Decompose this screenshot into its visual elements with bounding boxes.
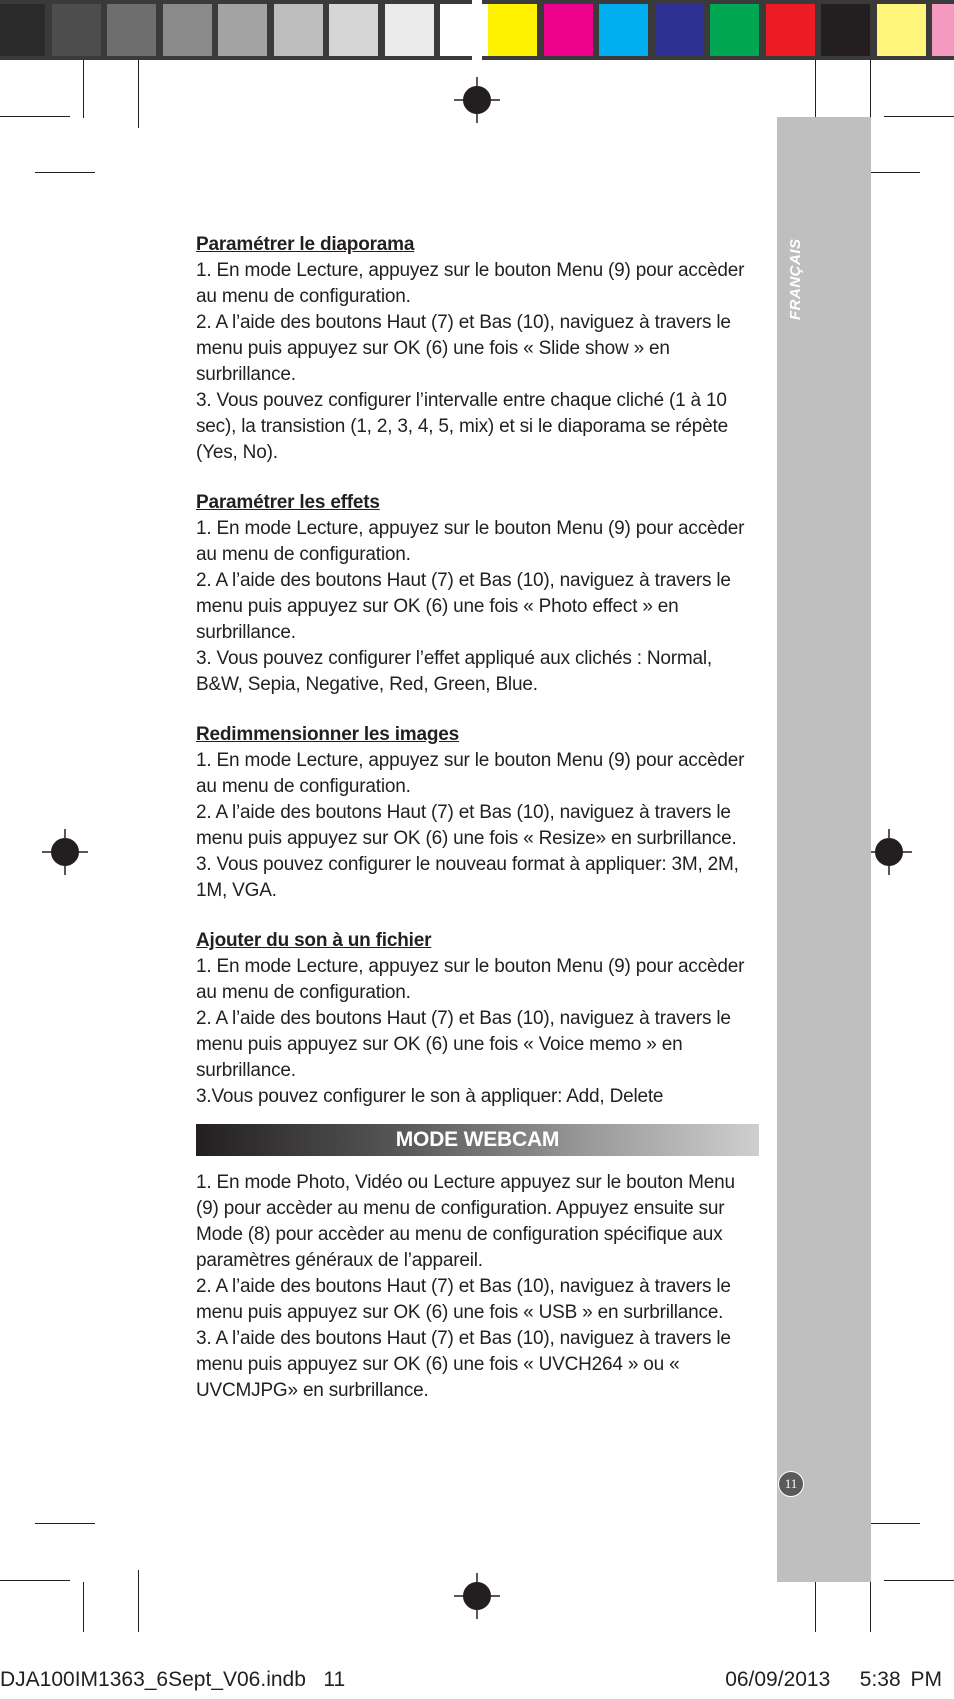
paragraph: 3.Vous pouvez configurer le son à appliquer: Add, Delete	[196, 1086, 664, 1107]
process-color-swatch	[932, 4, 954, 56]
registration-mark-icon	[866, 829, 912, 875]
gray-swatch	[218, 4, 267, 56]
page-number: 11	[778, 1471, 804, 1497]
crop-mark	[35, 172, 95, 173]
paragraph: 1. En mode Lecture, appuyez sur le bouton Menu (9) pour accèder au menu de configuration.	[196, 956, 745, 1003]
gray-swatch	[52, 4, 101, 56]
paragraph: 2. A l’aide des boutons Haut (7) et Bas (10), naviguez à travers le menu puis appuyez sur OK (6) une fois « Slide show » en surbrillance.	[196, 312, 731, 385]
section-voice-memo	[196, 928, 759, 1110]
process-color-swatch	[599, 4, 648, 56]
process-color-swatch	[821, 4, 870, 56]
main-content	[196, 232, 759, 1428]
webcam-mode-banner: MODE WEBCAM	[196, 1124, 759, 1156]
crop-mark	[83, 1582, 84, 1632]
paragraph: 1. En mode Lecture, appuyez sur le bouton Menu (9) pour accèder au menu de configuration.	[196, 260, 745, 307]
process-color-swatch	[488, 4, 537, 56]
gray-swatch	[107, 4, 156, 56]
process-color-swatch	[544, 4, 593, 56]
crop-mark	[0, 116, 70, 117]
gray-swatch	[274, 4, 323, 56]
crop-mark	[138, 1570, 139, 1632]
paragraph: 3. A l’aide des boutons Haut (7) et Bas (10), naviguez à travers le menu puis appuyez sur OK (6) une fois « UVCH264 » ou « UVCMJPG» en surbrillance.	[196, 1328, 731, 1401]
crop-mark	[35, 1523, 95, 1524]
section-heading: Paramétrer les effets	[196, 492, 380, 513]
language-label: FRANÇAIS	[787, 238, 804, 320]
paragraph: 2. A l’aide des boutons Haut (7) et Bas (10), naviguez à travers le menu puis appuyez sur OK (6) une fois « Voice memo » en surbrillance.	[196, 1008, 731, 1081]
crop-mark	[815, 1582, 816, 1632]
gray-swatch	[329, 4, 378, 56]
process-color-swatch	[655, 4, 704, 56]
paragraph: 1. En mode Lecture, appuyez sur le bouton Menu (9) pour accèder au menu de configuration.	[196, 518, 745, 565]
paragraph: 1. En mode Photo, Vidéo ou Lecture appuyez sur le bouton Menu (9) pour accèder au menu de configuration. Appuyez ensuite sur Mode (8) pour accèder au menu de configuration spécifique aux paramètres généraux de l’appareil.	[196, 1172, 735, 1271]
gray-swatch	[163, 4, 212, 56]
paragraph: 2. A l’aide des boutons Haut (7) et Bas (10), naviguez à travers le menu puis appuyez sur OK (6) une fois « Resize» en surbrillance.	[196, 802, 737, 849]
section-heading: Ajouter du son à un fichier	[196, 930, 432, 951]
paragraph: 1. En mode Lecture, appuyez sur le bouton Menu (9) pour accèder au menu de configuration.	[196, 750, 745, 797]
section-heading: Redimmensionner les images	[196, 724, 460, 745]
process-color-swatch	[877, 4, 926, 56]
section-slideshow	[196, 232, 759, 466]
crop-mark	[0, 1580, 70, 1581]
footer-file-info: DJA100IM1363_6Sept_V06.indb 11	[0, 1668, 346, 1691]
registration-mark-icon	[42, 829, 88, 875]
footer-date-time: 06/09/2013 5:38 PM	[725, 1668, 942, 1691]
crop-mark	[138, 60, 139, 128]
process-color-swatch	[766, 4, 815, 56]
section-resize	[196, 722, 759, 904]
registration-mark-icon	[454, 1573, 500, 1619]
section-effects	[196, 490, 759, 698]
crop-mark	[884, 1580, 954, 1581]
color-calibration-bar	[0, 0, 954, 60]
paragraph: 2. A l’aide des boutons Haut (7) et Bas (10), naviguez à travers le menu puis appuyez sur OK (6) une fois « Photo effect » en surbrillance.	[196, 570, 731, 643]
gray-swatch	[0, 4, 45, 56]
paragraph: 3. Vous pouvez configurer l’effet appliqué aux clichés : Normal, B&W, Sepia, Negative, Red, Green, Blue.	[196, 648, 712, 695]
process-color-swatch	[710, 4, 759, 56]
section-webcam	[196, 1170, 759, 1404]
paragraph: 2. A l’aide des boutons Haut (7) et Bas (10), naviguez à travers le menu puis appuyez sur OK (6) une fois « USB » en surbrillance.	[196, 1276, 731, 1323]
crop-mark	[884, 116, 954, 117]
gray-swatch	[440, 4, 489, 56]
paragraph: 3. Vous pouvez configurer l’intervalle entre chaque cliché (1 à 10 sec), la transistion (1, 2, 3, 4, 5, mix) et si le diaporama se répète (Yes, No).	[196, 390, 728, 463]
paragraph: 3. Vous pouvez configurer le nouveau format à appliquer: 3M, 2M, 1M, VGA.	[196, 854, 739, 901]
gray-swatch	[385, 4, 434, 56]
section-heading: Paramétrer le diaporama	[196, 234, 415, 255]
crop-mark	[815, 60, 816, 118]
registration-mark-icon	[454, 77, 500, 123]
crop-mark	[83, 60, 84, 118]
language-side-tab	[777, 117, 871, 1582]
